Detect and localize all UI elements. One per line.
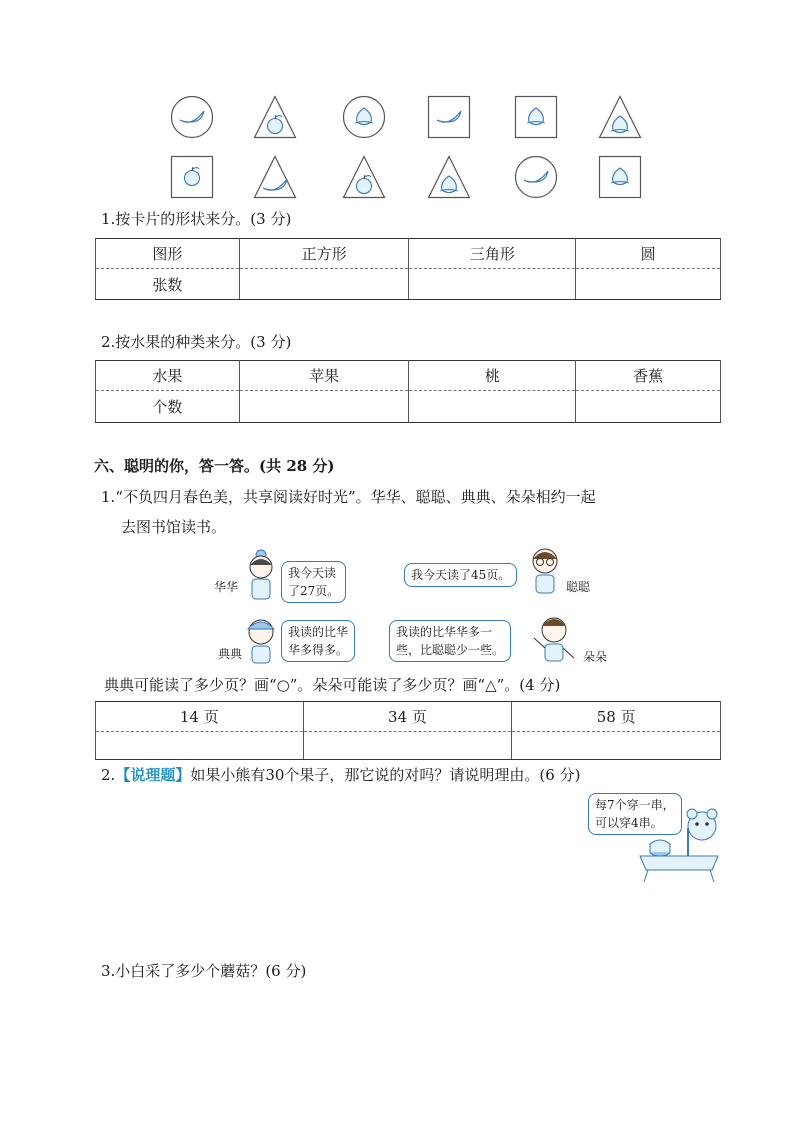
option-58: 58 页: [512, 702, 721, 732]
option-answer-cell[interactable]: [512, 732, 721, 760]
banana-icon: [427, 95, 471, 139]
card-square-peach: [514, 95, 558, 139]
card-circle-banana: [514, 155, 558, 199]
q1-table: [95, 238, 721, 300]
card-circle-peach: [342, 95, 386, 139]
card-square-banana: [427, 95, 471, 139]
q2-answer-cell[interactable]: [239, 391, 409, 423]
apple-icon: [342, 155, 386, 199]
bubble-diandian-line-1: 我读的比华: [288, 625, 349, 639]
q2-header-1: 苹果: [239, 361, 409, 391]
peach-icon: [598, 95, 642, 139]
q1-label: 1.按卡片的形状来分。(3 分): [101, 210, 292, 228]
q1-header-0: 图形: [96, 239, 240, 269]
p2-tag: 【说理题】: [115, 766, 191, 784]
bubble-duoduo-line-2: 些，比聪聪少一些。: [396, 643, 505, 657]
q2-label: 2.按水果的种类来分。(3 分): [101, 333, 292, 351]
name-congcong: 聪聪: [566, 580, 591, 594]
bear-at-table-icon: [634, 808, 724, 884]
q1-answer-cell[interactable]: [239, 269, 409, 300]
q2-answer-cell[interactable]: [576, 391, 721, 423]
q2-answer-cell[interactable]: [409, 391, 576, 423]
banana-icon: [253, 155, 297, 199]
boy-diandian-icon: [243, 614, 279, 664]
p2-text: 如果小熊有30个果子，那它说的对吗？请说明理由。(6 分): [190, 766, 581, 784]
q2-header-0: 水果: [96, 361, 240, 391]
q2-row-label: 个数: [96, 391, 240, 423]
q2-table: [95, 360, 721, 423]
boy-duoduo-icon: [532, 612, 576, 664]
option-34: 34 页: [303, 702, 512, 732]
banana-icon: [170, 95, 214, 139]
banana-icon: [514, 155, 558, 199]
peach-icon: [598, 155, 642, 199]
boy-congcong-icon: [528, 545, 562, 595]
q1-row-label: 张数: [96, 269, 240, 300]
p2-question: 2.【说理题】如果小熊有30个果子，那它说的对吗？请说明理由。(6 分): [101, 766, 581, 784]
option-answer-cell[interactable]: [303, 732, 512, 760]
peach-icon: [427, 155, 471, 199]
p1-question: 典典可能读了多少页？画“○”。朵朵可能读了多少页？画“△”。(4 分): [104, 676, 561, 694]
card-triangle-banana: [253, 155, 297, 199]
bubble-huahua-line-2: 了27页。: [288, 584, 340, 598]
card-triangle-peach: [598, 95, 642, 139]
q1-answer-cell[interactable]: [409, 269, 576, 300]
bubble-huahua: [281, 561, 346, 603]
card-square-peach: [598, 155, 642, 199]
option-answer-cell[interactable]: [96, 732, 304, 760]
name-diandian: 典典: [218, 647, 243, 661]
p3-question: 3.小白采了多少个蘑菇？(6 分): [101, 962, 307, 980]
peach-icon: [342, 95, 386, 139]
bubble-congcong: [404, 563, 517, 587]
peach-icon: [514, 95, 558, 139]
bubble-duoduo-line-1: 我读的比华华多一: [396, 625, 493, 639]
card-square-apple: [170, 155, 214, 199]
name-duoduo: 朵朵: [583, 650, 608, 664]
bubble-congcong-line-1: 我今天读了45页。: [411, 568, 511, 582]
apple-icon: [170, 155, 214, 199]
girl-huahua-icon: [243, 545, 279, 603]
section-title: 六、聪明的你，答一答。(共 28 分): [94, 457, 335, 475]
bubble-huahua-line-1: 我今天读: [288, 566, 337, 580]
card-circle-banana: [170, 95, 214, 139]
card-triangle-peach: [427, 155, 471, 199]
bubble-bear-line-1: 每7个穿一串，: [595, 798, 675, 812]
p1-line-2: 去图书馆读书。: [121, 518, 227, 536]
q1-header-2: 三角形: [409, 239, 576, 269]
name-huahua: 华华: [214, 580, 239, 594]
q1-header-3: 圆: [576, 239, 721, 269]
apple-icon: [253, 95, 297, 139]
bubble-diandian-line-2: 华多得多。: [288, 643, 349, 657]
bubble-diandian: [281, 620, 355, 662]
option-14: 14 页: [96, 702, 304, 732]
q1-answer-cell[interactable]: [576, 269, 721, 300]
bubble-duoduo: [389, 620, 511, 662]
options-table: [95, 701, 721, 760]
q1-header-1: 正方形: [239, 239, 409, 269]
q2-header-3: 香蕉: [576, 361, 721, 391]
bubble-bear-line-2: 可以穿4串。: [595, 816, 663, 830]
card-triangle-apple: [342, 155, 386, 199]
p1-line-1: 1.“不负四月春色美，共享阅读好时光”。华华、聪聪、典典、朵朵相约一起: [101, 488, 596, 506]
q2-header-2: 桃: [409, 361, 576, 391]
card-triangle-apple: [253, 95, 297, 139]
